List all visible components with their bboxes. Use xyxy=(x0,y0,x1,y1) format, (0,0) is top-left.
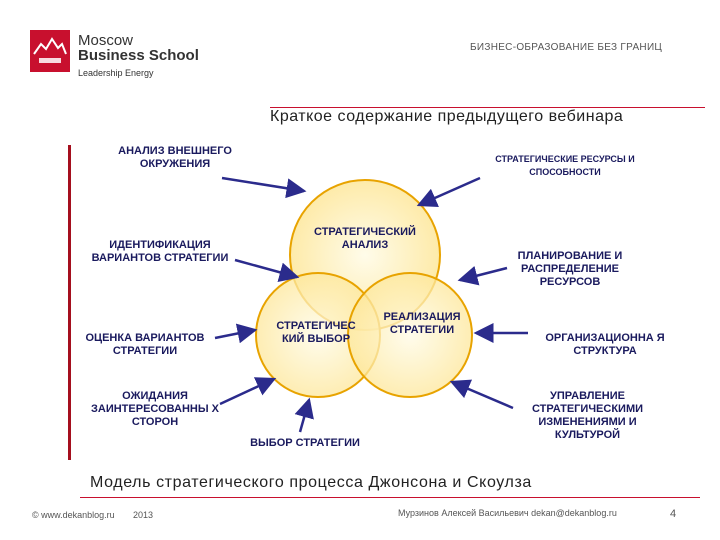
label-strategic-resources: СТРАТЕГИЧЕСКИЕ РЕСУРСЫ И СПОСОБНОСТИ xyxy=(495,154,635,177)
footer-site: © www.dekanblog.ru xyxy=(32,510,115,520)
page-number: 4 xyxy=(670,508,677,520)
logo-line1: Moscow xyxy=(78,32,134,49)
arrow-external xyxy=(222,178,304,191)
label-org-structure: ОРГАНИЗАЦИОННА Я СТРУКТУРА xyxy=(545,332,665,357)
header-tagline: БИЗНЕС-ОБРАЗОВАНИЕ БЕЗ ГРАНИЦ xyxy=(470,42,663,53)
arrow-change xyxy=(452,382,513,408)
label-external-analysis: АНАЛИЗ ВНЕШНЕГО ОКРУЖЕНИЯ xyxy=(118,145,232,170)
logo-tagline: Leadership Energy xyxy=(78,68,154,78)
circle-label-implementation: РЕАЛИЗАЦИЯ СТРАТЕГИИ xyxy=(383,311,461,336)
arrow-evaluate xyxy=(215,330,255,338)
footer-author: Мурзинов Алексей Васильевич dekan@dekanblog.ru xyxy=(398,508,617,518)
logo-line2: Business School xyxy=(78,47,199,64)
label-resource-planning: ПЛАНИРОВАНИЕ И РАСПРЕДЕЛЕНИЕ РЕСУРСОВ xyxy=(517,250,623,288)
circle-label-analysis: СТРАТЕГИЧЕСКИЙ АНАЛИЗ xyxy=(314,226,416,251)
arrow-choice xyxy=(300,400,309,432)
label-stakeholder-expectations: ОЖИДАНИЯ ЗАИНТЕРЕСОВАННЫ Х СТОРОН xyxy=(90,390,220,428)
slide-title: Краткое содержание предыдущего вебинара xyxy=(270,108,624,125)
footer-rule xyxy=(80,497,700,498)
circle-label-choice: СТРАТЕГИЧЕС КИЙ ВЫБОР xyxy=(276,320,356,345)
footer-year: 2013 xyxy=(133,510,154,520)
arrow-identify xyxy=(235,260,297,277)
label-change-management: УПРАВЛЕНИЕ СТРАТЕГИЧЕСКИМИ ИЗМЕНЕНИЯМИ И КУЛЬТУРОЙ xyxy=(531,390,644,441)
label-identify-options: ИДЕНТИФИКАЦИЯ ВАРИАНТОВ СТРАТЕГИИ xyxy=(91,239,229,264)
label-evaluate-options: ОЦЕНКА ВАРИАНТОВ СТРАТЕГИИ xyxy=(85,332,205,357)
arrow-resources xyxy=(419,178,480,205)
diagram-caption: Модель стратегического процесса Джонсона и Скоулза xyxy=(90,474,532,491)
label-strategy-choice: ВЫБОР СТРАТЕГИИ xyxy=(250,437,360,449)
